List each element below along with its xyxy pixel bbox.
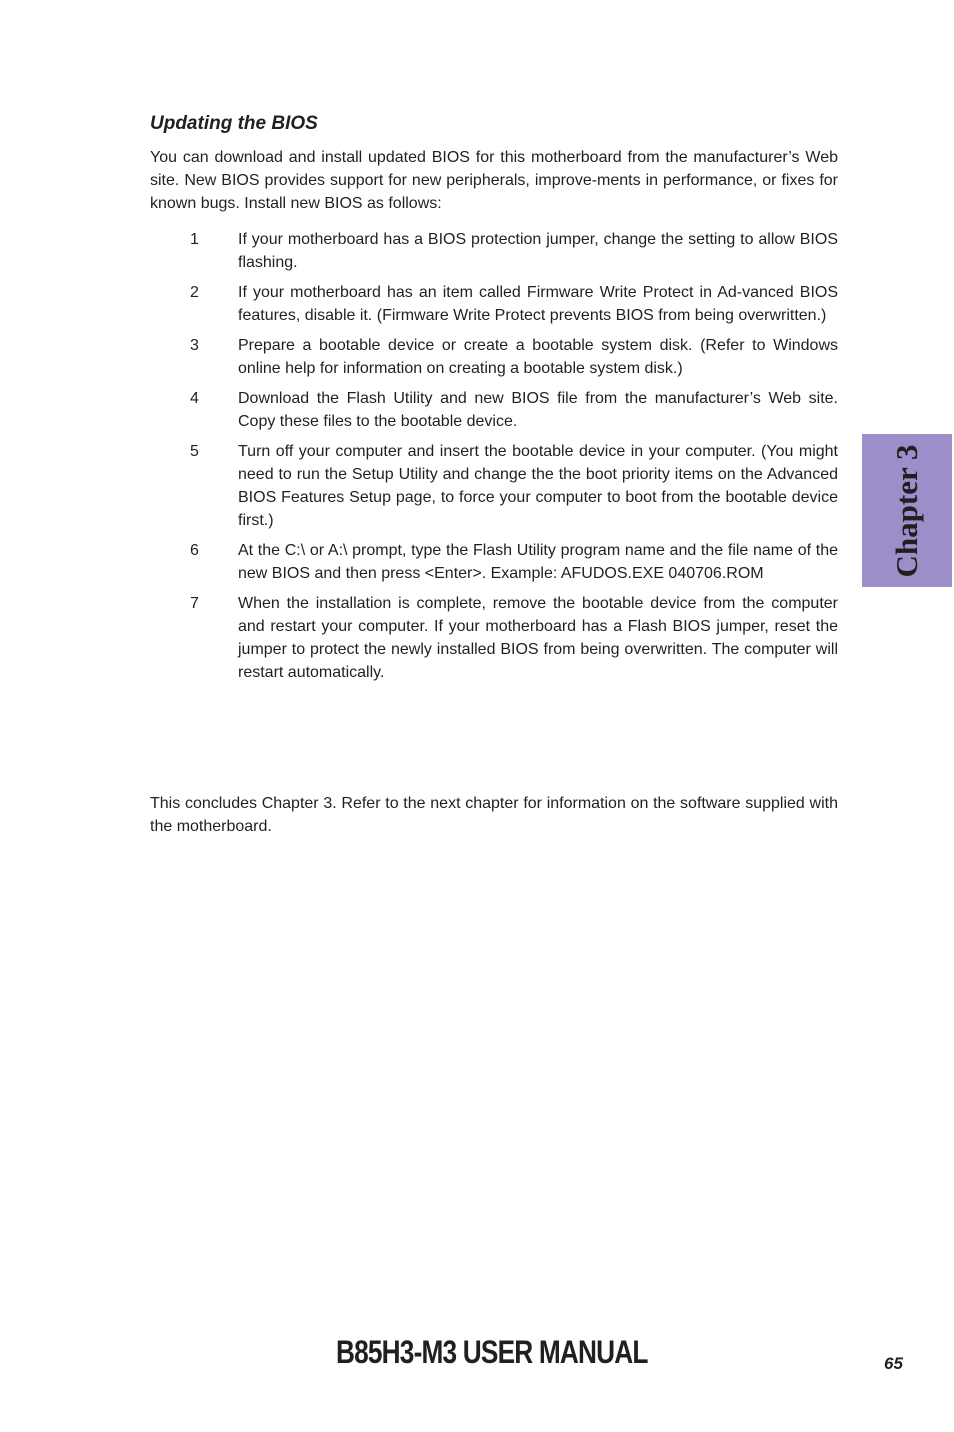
step-number: 5 xyxy=(190,443,199,460)
list-item xyxy=(150,539,838,585)
step-text: When the installation is complete, remove the bootable device from the computer and restart your computer. If your motherboard has a Flash BIOS jumper, reset the jumper to protect the newly installed BIOS from being overwritten. The computer will restart automatically. xyxy=(238,595,838,681)
list-item xyxy=(150,334,838,380)
step-text: If your motherboard has an item called Firmware Write Protect in Ad-vanced BIOS features, disable it. (Firmware Write Protect prevents BIOS from being overwritten.) xyxy=(238,284,838,324)
manual-title: B85H3-M3 USER MANUAL xyxy=(336,1334,648,1370)
step-text: Download the Flash Utility and new BIOS file from the manufacturer’s Web site. Copy these files to the bootable device. xyxy=(238,390,838,430)
section-heading: Updating the BIOS xyxy=(150,113,318,134)
list-item xyxy=(150,440,838,532)
step-number: 6 xyxy=(190,542,199,559)
chapter-tab-label: Chapter 3 xyxy=(889,444,924,577)
step-text: Turn off your computer and insert the bootable device in your computer. (You might need to run the Setup Utility and change the the boot priority items on the Advanced BIOS Features Setup page, to force your computer to boot from the bootable device first.) xyxy=(238,443,838,529)
step-number: 2 xyxy=(190,284,199,301)
chapter-tab xyxy=(862,434,952,587)
list-item xyxy=(150,592,838,684)
intro-paragraph: You can download and install updated BIOS for this motherboard from the manufacturer’s Web site. New BIOS provides support for new peripherals, improve-ments in performance, or fixes for known bugs. Install new BIOS as follows: xyxy=(150,149,838,212)
step-number: 3 xyxy=(190,337,199,354)
list-item xyxy=(150,281,838,327)
step-text: If your motherboard has a BIOS protection jumper, change the setting to allow BIOS flashing. xyxy=(238,231,838,271)
step-number: 1 xyxy=(190,231,199,248)
page-number: 65 xyxy=(884,1354,903,1373)
step-number: 4 xyxy=(190,390,199,407)
step-text: Prepare a bootable device or create a bootable system disk. (Refer to Windows online help for information on creating a bootable system disk.) xyxy=(238,337,838,377)
steps-list xyxy=(150,228,838,691)
list-item xyxy=(150,387,838,433)
list-item xyxy=(150,228,838,274)
step-number: 7 xyxy=(190,595,199,612)
conclusion-paragraph: This concludes Chapter 3. Refer to the next chapter for information on the software supplied with the motherboard. xyxy=(150,795,838,835)
step-text: At the C:\ or A:\ prompt, type the Flash Utility program name and the file name of the new BIOS and then press <Enter>. Example: AFUDOS.EXE 040706.ROM xyxy=(238,542,838,582)
